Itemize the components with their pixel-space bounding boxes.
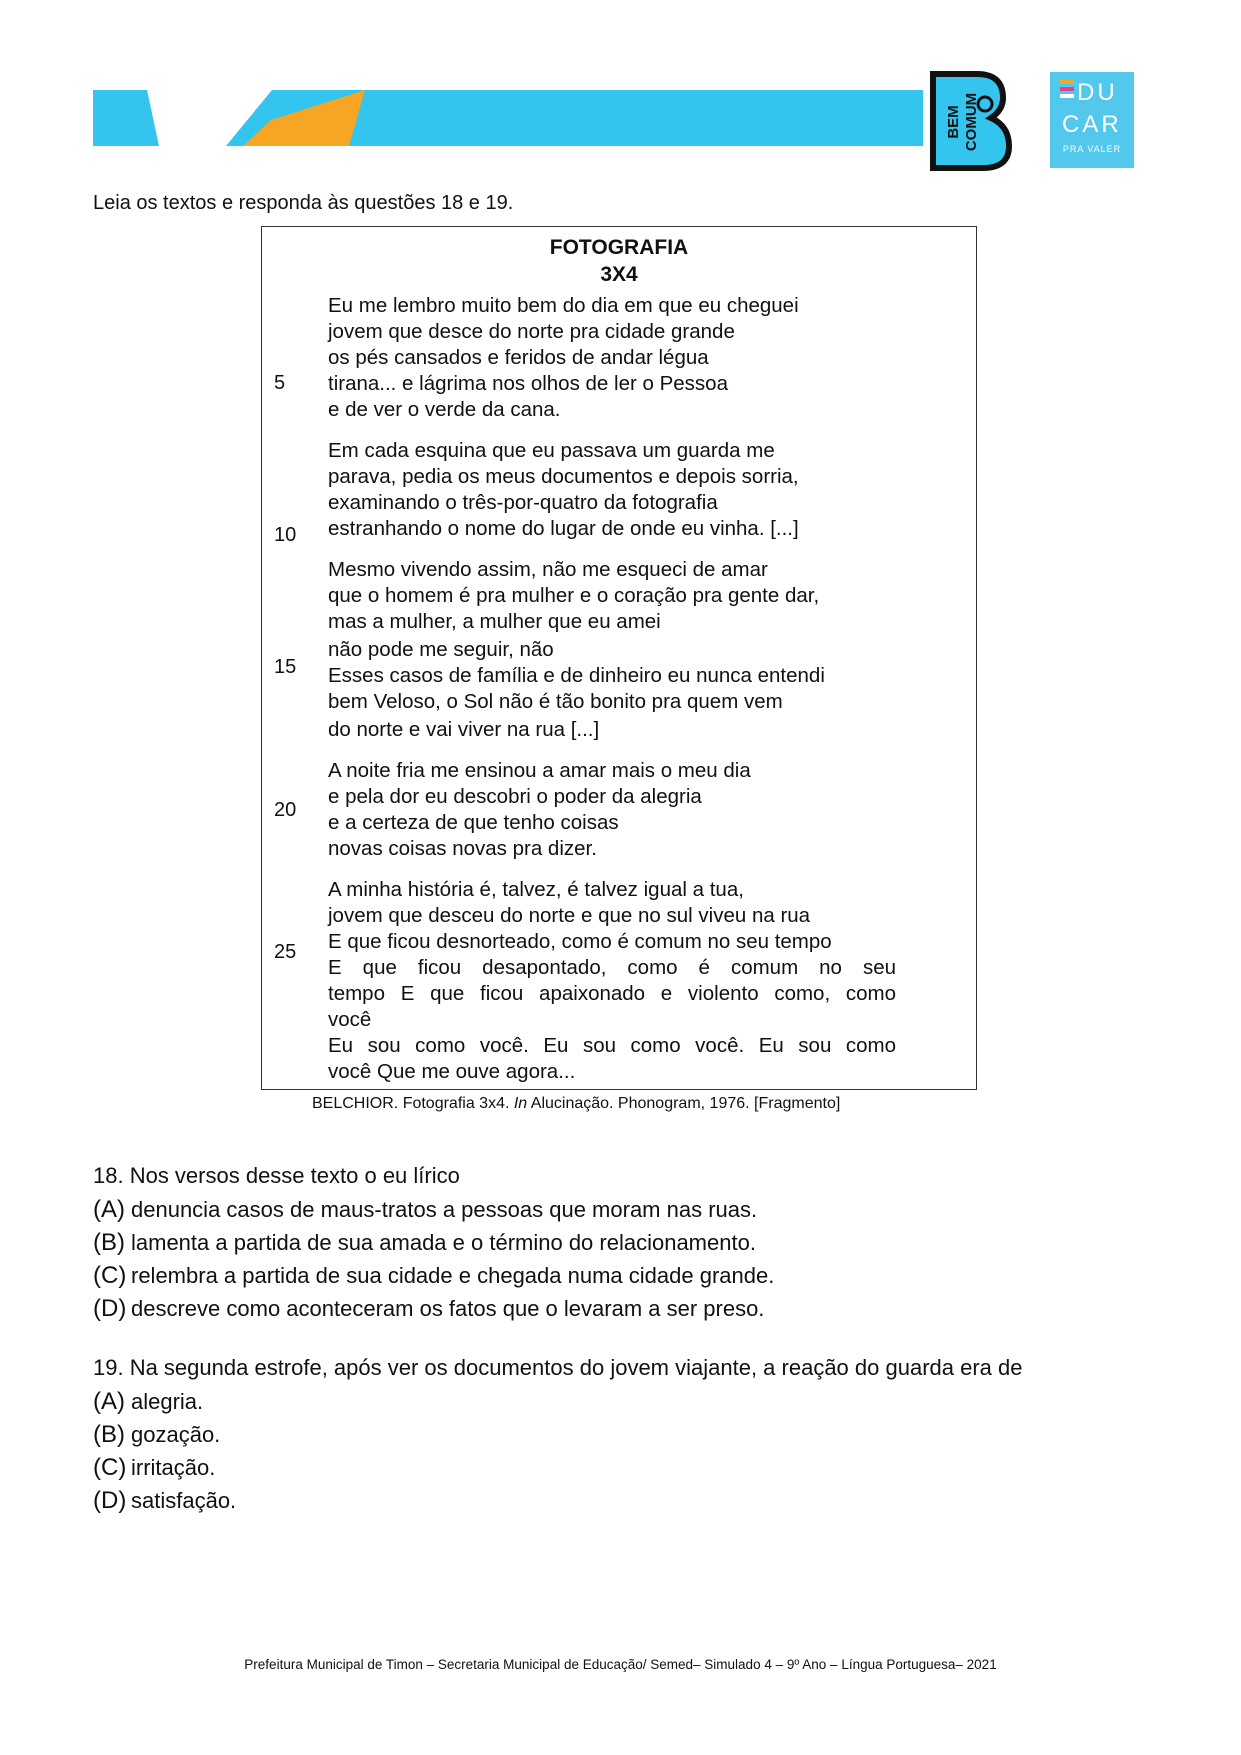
poem-line: os pés cansados e feridos de andar légua (328, 346, 709, 369)
q19-option-b[interactable]: (B) gozação. (93, 1421, 221, 1448)
poem-line: jovem que desceu do norte e que no sul viveu na rua (328, 904, 811, 927)
poem-line: Eu sou como você. Eu sou como você. Eu sou como (328, 1034, 896, 1057)
poem-title: FOTOGRAFIA (549, 236, 689, 259)
poem-line: e pela dor eu descobri o poder da alegria (328, 785, 702, 808)
poem-line: E que ficou desapontado, como é comum no seu (328, 956, 896, 979)
q19-option-d[interactable]: (D) satisfação. (93, 1487, 237, 1514)
poem-box (261, 226, 977, 1090)
poem-line: mas a mulher, a mulher que eu amei (328, 610, 661, 633)
poem-line: examinando o três-por-quatro da fotografia (328, 491, 718, 514)
header-banner (93, 90, 923, 146)
educar-subtitle: PRA VALER (1062, 144, 1122, 154)
poem-line: Eu me lembro muito bem do dia em que eu cheguei (328, 294, 799, 317)
poem-line: Esses casos de família e de dinheiro eu nunca entendi (328, 664, 825, 687)
poem-line: e de ver o verde da cana. (328, 398, 561, 421)
svg-text:COMUM: COMUM (963, 92, 980, 152)
q18-option-b[interactable]: (B) lamenta a partida de sua amada e o término do relacionamento. (93, 1229, 756, 1256)
poem-line: novas coisas novas pra dizer. (328, 837, 597, 860)
poem-line: bem Veloso, o Sol não é tão bonito pra quem vem (328, 690, 783, 713)
page-footer: Prefeitura Municipal de Timon – Secretaria Municipal de Educação/ Semed– Simulado 4 – 9º Ano – Língua Portuguesa– 2021 (244, 1657, 997, 1672)
question-19-stem: 19. Na segunda estrofe, após ver os documentos do jovem viajante, a reação do guarda era de (93, 1355, 1023, 1380)
poem-line: Mesmo vivendo assim, não me esqueci de amar (328, 558, 768, 581)
svg-text:BEM: BEM (945, 105, 962, 139)
line-number: 10 (274, 524, 297, 546)
source-citation: BELCHIOR. Fotografia 3x4. In Alucinação. Phonogram, 1976. [Fragmento] (312, 1095, 841, 1112)
bem-comum-logo (927, 70, 1012, 177)
poem-line: não pode me seguir, não (328, 638, 554, 661)
poem-line: A minha história é, talvez, é talvez igual a tua, (328, 878, 744, 901)
intro-text: Leia os textos e responda às questões 18 e 19. (93, 192, 514, 214)
poem-line: tempo E que ficou apaixonado e violento como, como (328, 982, 896, 1005)
poem-line: A noite fria me ensinou a amar mais o meu dia (328, 759, 751, 782)
poem-line: que o homem é pra mulher e o coração pra gente dar, (328, 584, 820, 607)
question-18-stem: 18. Nos versos desse texto o eu lírico (93, 1163, 460, 1188)
poem-line: estranhando o nome do lugar de onde eu vinha. [...] (328, 517, 799, 540)
poem-line: Em cada esquina que eu passava um guarda me (328, 439, 775, 462)
poem-subtitle: 3X4 (600, 263, 638, 286)
q18-option-c[interactable]: (C) relembra a partida de sua cidade e chegada numa cidade grande. (93, 1262, 775, 1289)
line-number: 5 (274, 372, 286, 394)
q19-option-c[interactable]: (C) irritação. (93, 1454, 216, 1481)
q18-option-a[interactable]: (A) denuncia casos de maus-tratos a pessoas que moram nas ruas. (93, 1196, 758, 1223)
q19-option-a[interactable]: (A) alegria. (93, 1388, 204, 1415)
poem-line: você Que me ouve agora... (328, 1060, 576, 1083)
line-number: 20 (274, 799, 297, 821)
svg-text:DU: DU (1077, 79, 1118, 106)
poem-line: do norte e vai viver na rua [...] (328, 718, 600, 741)
q18-option-d[interactable]: (D) descreve como aconteceram os fatos que o levaram a ser preso. (93, 1295, 765, 1322)
poem-line: jovem que desce do norte pra cidade grande (328, 320, 735, 343)
poem-line: E que ficou desnorteado, como é comum no seu tempo (328, 930, 832, 953)
poem-line: tirana... e lágrima nos olhos de ler o Pessoa (328, 372, 728, 395)
poem-line: parava, pedia os meus documentos e depois sorria, (328, 465, 799, 488)
line-number: 25 (274, 941, 297, 963)
educar-pra-valer-logo (1050, 72, 1134, 168)
svg-text:CAR: CAR (1062, 111, 1122, 138)
poem-line: e a certeza de que tenho coisas (328, 811, 619, 834)
line-number: 15 (274, 656, 297, 678)
poem-line: você (328, 1008, 372, 1031)
